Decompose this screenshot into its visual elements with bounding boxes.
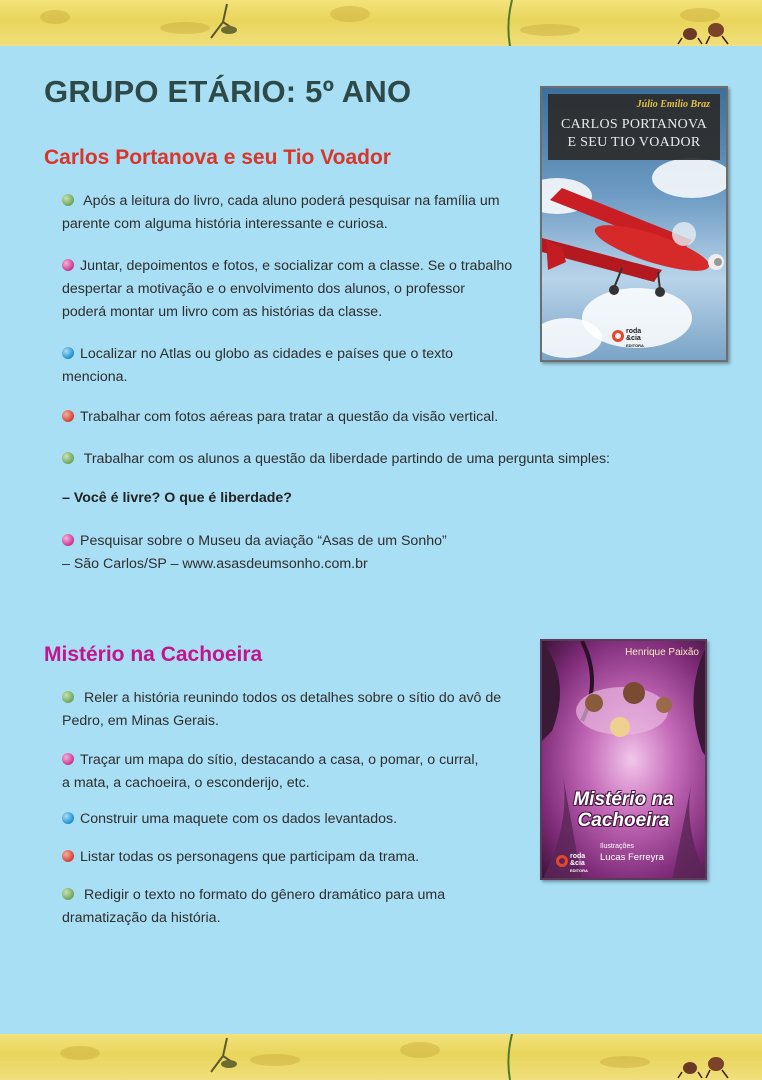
activity-item: [62, 846, 419, 869]
item-line: Localizar no Atlas ou globo as cidades e países que o texto: [80, 346, 454, 362]
item-line: – São Carlos/SP – www.asasdeumsonho.com.br: [62, 556, 368, 572]
item-line: a mata, a cachoeira, o esconderijo, etc.: [62, 775, 310, 791]
item-line: Trabalhar com fotos aéreas para tratar a questão da visão vertical.: [80, 409, 499, 425]
illustrator-name: Lucas Ferreyra: [600, 852, 664, 863]
item-line: menciona.: [62, 369, 128, 385]
publisher-logo: roda &cia EDITORA: [626, 328, 644, 348]
activity-item: [62, 448, 610, 471]
blue-bullet-icon: [62, 347, 74, 359]
pink-bullet-icon: [62, 534, 74, 546]
item-line: Listar todas os personagens que participam da trama.: [80, 849, 420, 865]
item-line: Construir uma maquete com os dados levantados.: [80, 811, 398, 827]
item-line: Pesquisar sobre o Museu da aviação “Asas de um Sonho”: [80, 533, 447, 549]
pink-bullet-icon: [62, 259, 74, 271]
beetles-icon: [676, 14, 736, 46]
item-line: Traçar um mapa do sítio, destacando a casa, o pomar, o curral,: [80, 752, 479, 768]
activity-item: [62, 687, 501, 733]
book-title: [542, 789, 705, 831]
book-title-line: E SEU TIO VOADOR: [567, 135, 701, 150]
red-bullet-icon: [62, 850, 74, 862]
beetles-icon: [676, 1048, 736, 1080]
book-title-line: Mistério na: [573, 789, 674, 810]
pink-bullet-icon: [62, 753, 74, 765]
section-title-carlos-portanova: Carlos Portanova e seu Tio Voador: [44, 146, 391, 169]
grasshopper-icon: [205, 1034, 245, 1080]
book-author: Henrique Paixão: [625, 647, 699, 658]
activity-item: [62, 406, 498, 429]
activity-item: [62, 190, 500, 236]
red-bullet-icon: [62, 410, 74, 422]
item-line: Após a leitura do livro, cada aluno poderá pesquisar na família um: [83, 193, 500, 209]
green-bullet-icon: [62, 194, 74, 206]
bottom-decorative-band: [0, 1034, 762, 1080]
publisher-logo: roda &cia EDITORA: [570, 853, 588, 873]
book-cover-misterio-na-cachoeira: [540, 639, 707, 880]
item-line: poderá montar um livro com as histórias da classe.: [62, 304, 383, 320]
item-line: Redigir o texto no formato do gênero dramático para uma: [83, 887, 446, 903]
top-decorative-band: [0, 0, 762, 46]
activity-item: [62, 343, 453, 389]
item-line: parente com alguma história interessante e curiosa.: [62, 216, 388, 232]
section-title-misterio-na-cachoeira: Mistério na Cachoeira: [44, 643, 263, 666]
book-cover-carlos-portanova: [540, 86, 728, 362]
book-title-line: CARLOS PORTANOVA: [560, 117, 708, 132]
item-line: Reler a história reunindo todos os detalhes sobre o sítio do avô de: [83, 690, 502, 706]
book-title-line: Cachoeira: [577, 810, 670, 831]
green-bullet-icon: [62, 452, 74, 464]
publisher-logo-icon: [556, 855, 568, 867]
book-title: [548, 116, 720, 152]
activity-item: [62, 255, 512, 324]
book-header-band: [548, 94, 720, 160]
page-title: GRUPO ETÁRIO: 5º ANO: [44, 74, 412, 109]
grasshopper-icon: [205, 0, 245, 46]
activity-item: [62, 808, 397, 831]
activity-item: [62, 530, 447, 576]
item-line: Trabalhar com os alunos a questão da liberdade partindo de uma pergunta simples:: [83, 451, 610, 467]
item-line: despertar a motivação e o envolvimento dos alunos, o professor: [62, 281, 465, 297]
green-bullet-icon: [62, 888, 74, 900]
plant-stem-icon: [496, 0, 526, 46]
illustrations-label: Ilustrações: [600, 843, 634, 850]
item-line: dramatização da história.: [62, 910, 221, 926]
book-author: Júlio Emílio Braz: [636, 99, 710, 110]
liberty-question: – Você é livre? O que é liberdade?: [62, 490, 292, 506]
item-line: Juntar, depoimentos e fotos, e socializar com a classe. Se o trabalho: [80, 258, 513, 274]
publisher-logo-icon: [612, 330, 624, 342]
item-line: Pedro, em Minas Gerais.: [62, 713, 219, 729]
activity-item: [62, 749, 479, 795]
green-bullet-icon: [62, 691, 74, 703]
red-biplane-illustration: [542, 178, 728, 298]
plant-stem-icon: [496, 1034, 526, 1080]
activity-item: [62, 884, 445, 930]
blue-bullet-icon: [62, 812, 74, 824]
